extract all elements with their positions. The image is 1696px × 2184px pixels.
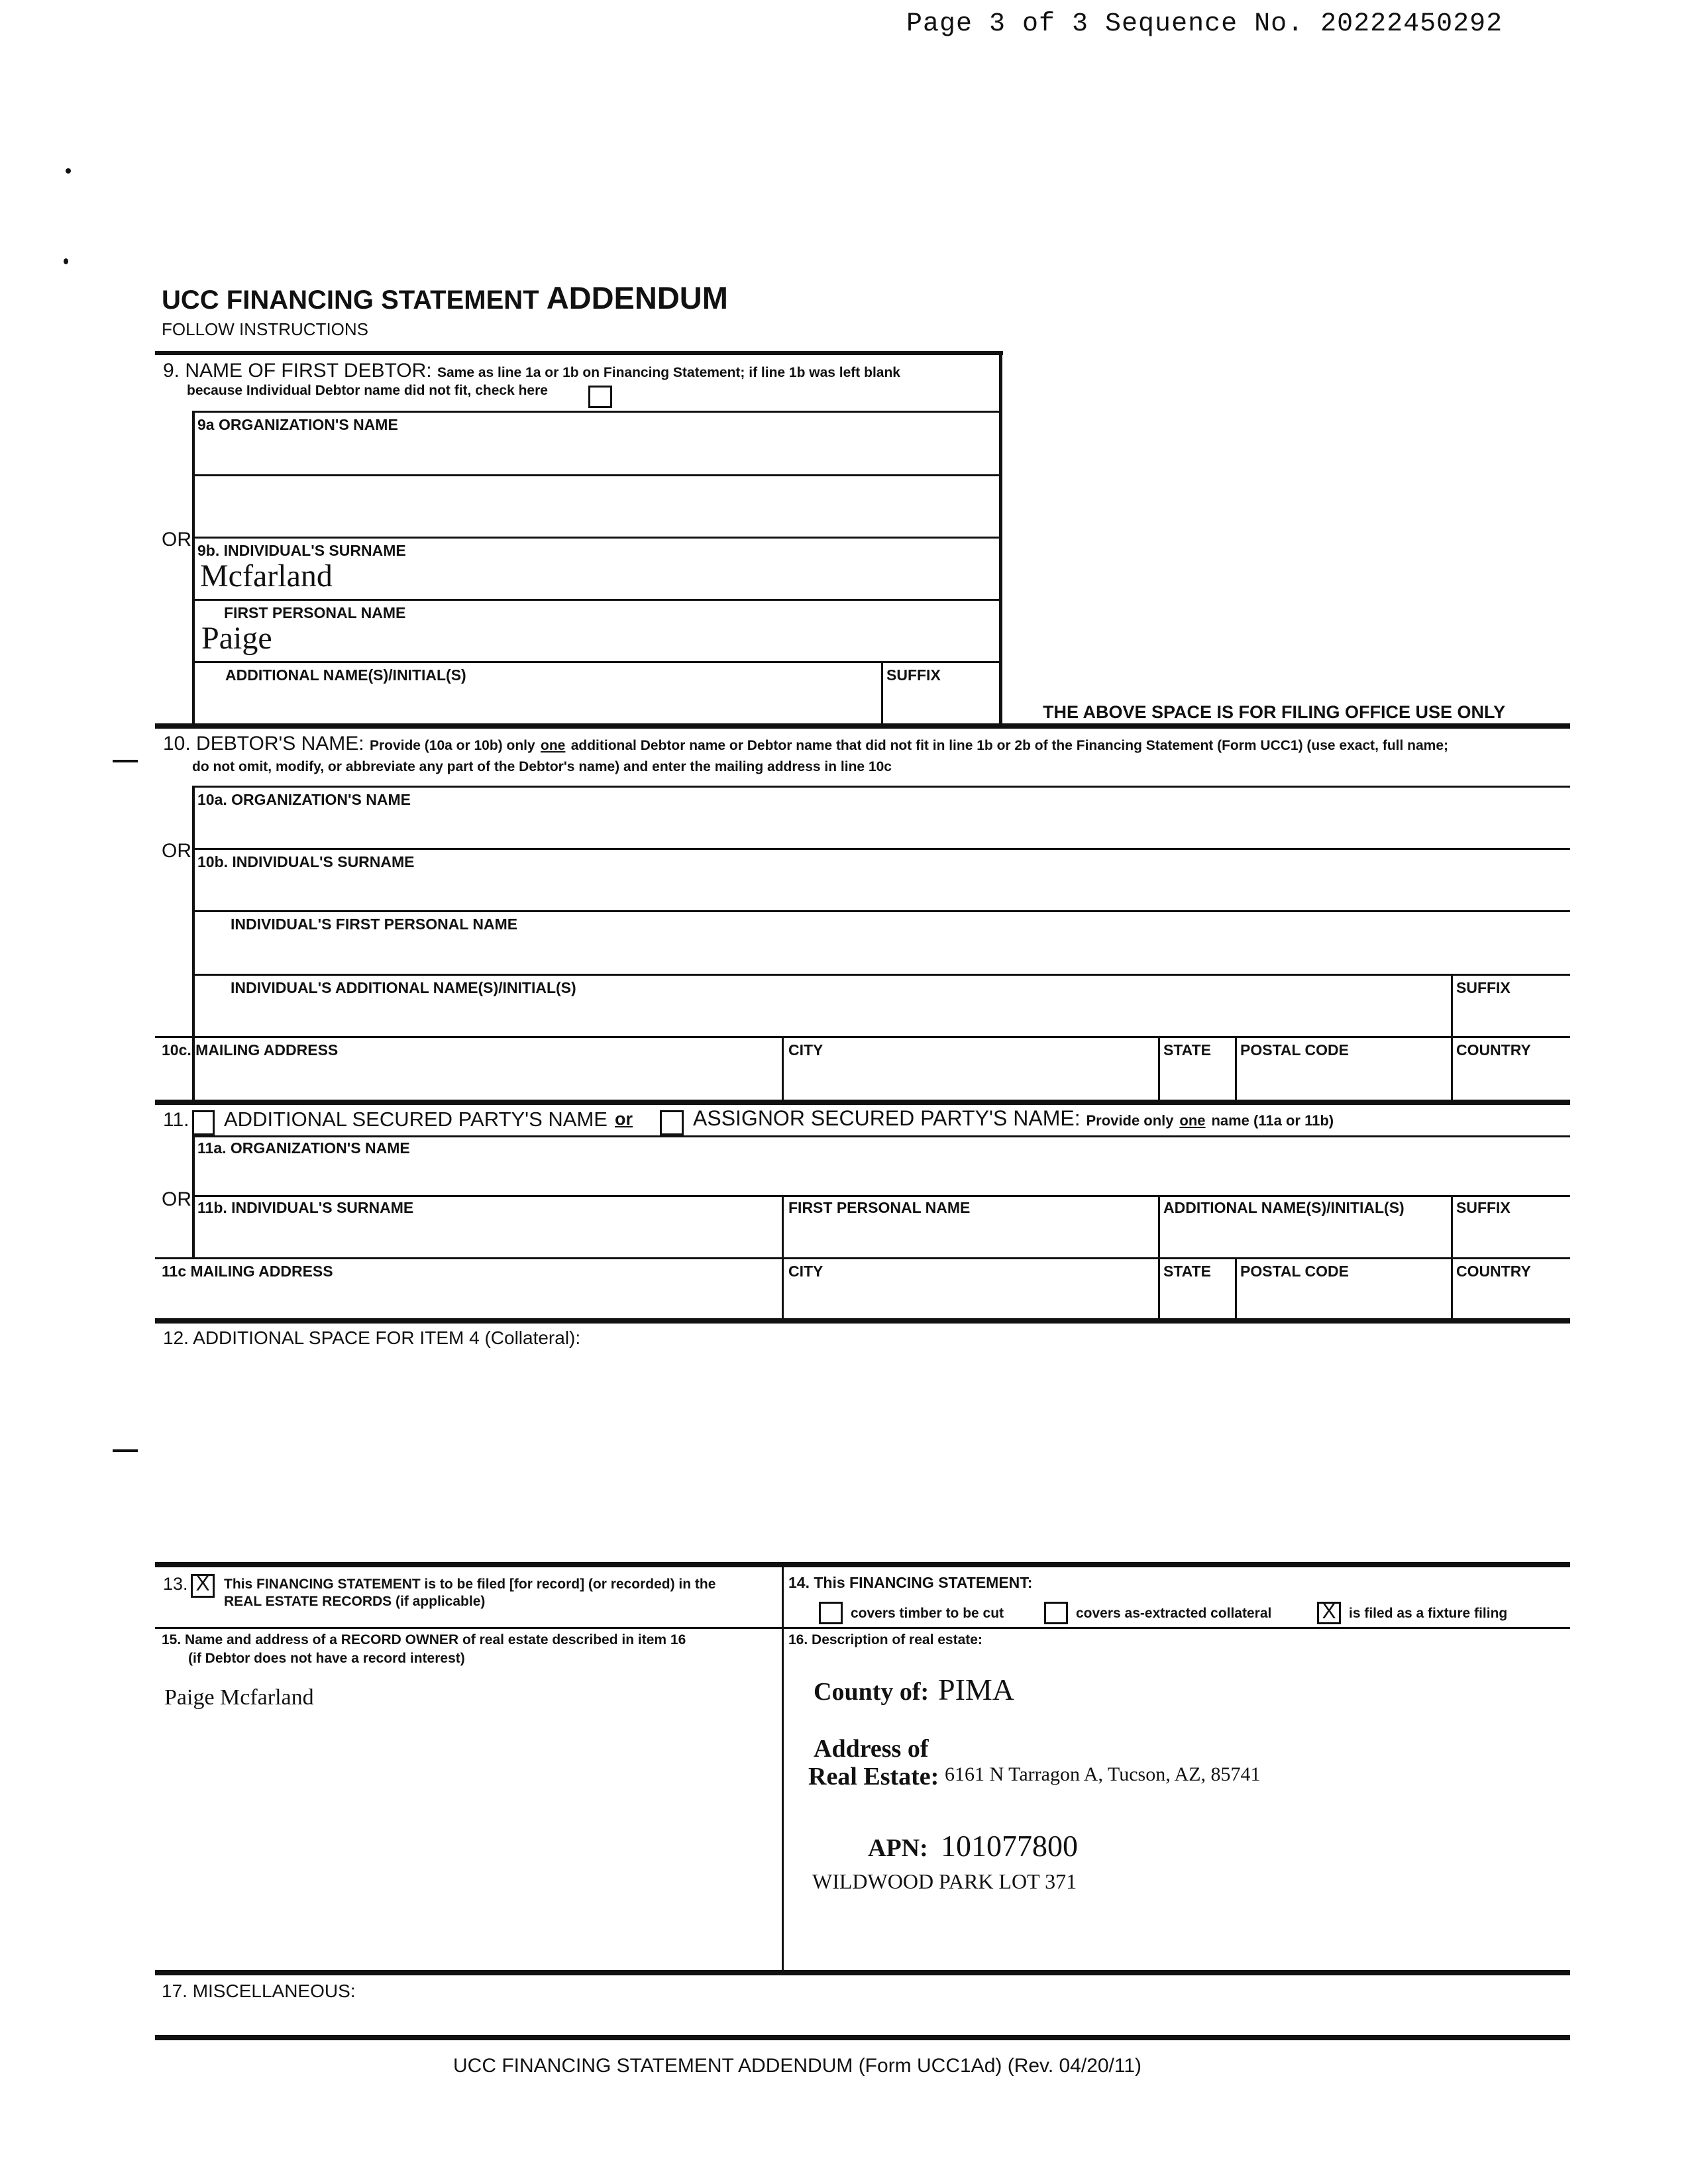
s16-legal: WILDWOOD PARK LOT 371 [812,1869,1077,1893]
s11-num: 11. [163,1109,189,1131]
s14-extracted-checkbox[interactable] [1044,1602,1068,1624]
s9-additional-label: ADDITIONAL NAME(S)/INITIAL(S) [225,666,466,684]
s10-city-label: CITY [788,1041,823,1059]
s11-assignor-label: ASSIGNOR SECURED PARTY'S NAME: Provide only one name (11a or 11b) [693,1106,1334,1130]
s15-label2: (if Debtor does not have a record interest) [188,1651,465,1666]
form-title-addendum: ADDENDUM [546,280,728,315]
s14-fixture-label: is filed as a fixture filing [1349,1606,1508,1621]
s17-label: 17. MISCELLANEOUS: [162,1981,356,2001]
s17-bottom-rule [155,2035,1570,2040]
s13-16-divider [782,1562,784,1973]
s9-heading: 9. NAME OF FIRST DEBTOR: Same as line 1a or 1b on Financing Statement; if line 1b was left blank [163,360,900,382]
page-sequence: Page 3 of 3 Sequence No. 20222450292 [906,9,1503,39]
s11-left-rule [192,1135,195,1259]
s15-label1: 15. Name and address of a RECORD OWNER of real estate described in item 16 [162,1632,686,1647]
s11-additional-label: ADDITIONAL SECURED PARTY'S NAME [224,1108,608,1131]
s13-checkbox[interactable] [191,1574,215,1598]
s10-suffix-label: SUFFIX [1456,979,1510,996]
s15-top-rule [155,1627,1570,1629]
s10-first-label: INDIVIDUAL'S FIRST PERSONAL NAME [231,915,518,933]
s9-rule [192,661,1002,663]
s14-timber-checkbox[interactable] [819,1602,843,1624]
s11-or: OR [162,1188,191,1210]
scan-mark [113,760,138,762]
s10-divider [1235,1036,1237,1104]
s14-label: 14. This FINANCING STATEMENT: [788,1574,1033,1591]
s16-county-value: PIMA [938,1673,1015,1706]
s10-rule [192,910,1570,912]
s11-or-word: or [615,1109,633,1129]
s9-first-value: Paige [201,621,272,656]
s10-rule [192,974,1570,976]
s12-top-rule [155,1318,1570,1324]
s11-postal-label: POSTAL CODE [1240,1263,1349,1280]
s11-divider [1235,1257,1237,1321]
scan-speck [66,168,71,174]
s16-address-label1: Address of [814,1735,929,1763]
s9-suffix-label: SUFFIX [886,666,941,684]
s11-assignor-checkbox[interactable] [660,1110,684,1135]
s16-address-label2: Real Estate: [808,1763,939,1791]
s17-top-rule [155,1970,1570,1975]
s10a-label: 10a. ORGANIZATION'S NAME [197,791,411,808]
s13-num: 13. [163,1574,188,1594]
s11-country-label: COUNTRY [1456,1263,1531,1280]
s11-top-rule [155,1100,1570,1105]
s11-rule [192,1195,1570,1197]
s10-or: OR [162,840,191,862]
s15-value: Paige Mcfarland [164,1685,314,1710]
s10-instr2: do not omit, modify, or abbreviate any part of the Debtor's name) and enter the mailing address in line 10c [192,759,892,774]
s16-apn-label: APN: [868,1834,928,1862]
s16-label: 16. Description of real estate: [788,1632,982,1647]
s10-rule [192,786,1570,788]
s12-label: 12. ADDITIONAL SPACE FOR ITEM 4 (Collateral): [163,1327,581,1348]
s16-county-label: County of: [814,1678,929,1706]
s11c-label: 11c MAILING ADDRESS [162,1263,333,1280]
s11b-label: 11b. INDIVIDUAL'S SURNAME [197,1199,414,1216]
follow-instructions: FOLLOW INSTRUCTIONS [162,319,369,339]
s9-rule [192,411,1002,413]
s9b-value: Mcfarland [200,558,333,594]
s16-apn-value: 101077800 [941,1829,1078,1863]
s11-additional-checkbox[interactable] [192,1110,215,1135]
scan-mark [113,1449,138,1452]
s11a-label: 11a. ORGANIZATION'S NAME [197,1139,410,1157]
s14-extracted-label: covers as-extracted collateral [1076,1606,1272,1621]
s10-rule [155,1036,1570,1038]
s9-left-rule [192,411,195,723]
s9-instr2: because Individual Debtor name did not fit, check here [187,383,548,398]
s9b-label: 9b. INDIVIDUAL'S SURNAME [197,542,406,559]
s9-first-label: FIRST PERSONAL NAME [224,604,406,621]
s10-state-label: STATE [1163,1041,1211,1059]
s16-address-value: 6161 N Tarragon A, Tucson, AZ, 85741 [945,1763,1261,1785]
s11-additional-label-2: ADDITIONAL NAME(S)/INITIAL(S) [1163,1199,1404,1216]
s11-first-label: FIRST PERSONAL NAME [788,1199,971,1216]
s14-fixture-checkbox[interactable] [1317,1602,1341,1624]
s14-timber-label: covers timber to be cut [851,1606,1004,1621]
s10b-label: 10b. INDIVIDUAL'S SURNAME [197,853,415,870]
s9-rule [192,474,1002,476]
s10-divider [1158,1036,1160,1104]
s10-suffix-divider [1451,974,1453,1104]
s10-country-label: COUNTRY [1456,1041,1531,1059]
form-title-main: UCC FINANCING STATEMENT [162,286,539,315]
s13-text1: This FINANCING STATEMENT is to be filed [for record] (or recorded) in the [224,1577,716,1592]
s9-or: OR [162,529,191,550]
s10-additional-label: INDIVIDUAL'S ADDITIONAL NAME(S)/INITIAL(S) [231,979,576,996]
s13-text2: REAL ESTATE RECORDS (if applicable) [224,1594,486,1609]
s13-top-rule [155,1562,1570,1567]
s9-checkbox[interactable] [588,386,612,408]
s11-suffix-label: SUFFIX [1456,1199,1510,1216]
s10c-label: 10c. MAILING ADDRESS [162,1041,339,1059]
s9-suffix-divider [881,661,883,723]
s11-city-label: CITY [788,1263,823,1280]
s9a-label: 9a ORGANIZATION'S NAME [197,416,398,433]
s10-postal-label: POSTAL CODE [1240,1041,1349,1059]
s11-rule [155,1257,1570,1259]
s9-rule [192,537,1002,539]
form-footer: UCC FINANCING STATEMENT ADDENDUM (Form UCC1Ad) (Rev. 04/20/11) [453,2055,1142,2077]
s9-top-rule [155,351,1003,355]
s10-rule [192,848,1570,850]
s11-rule [192,1135,1570,1137]
s10-divider [782,1036,784,1104]
filing-office-note: THE ABOVE SPACE IS FOR FILING OFFICE USE ONLY [1043,702,1506,722]
scan-speck [64,258,68,264]
s11-state-label: STATE [1163,1263,1211,1280]
s9-rule [192,599,1002,601]
s10-heading: 10. DEBTOR'S NAME: Provide (10a or 10b) only one additional Debtor name or Debtor name that did not fit in line 1b or 2b of the Financing Statement (Form UCC1) (use exact, full name; [163,733,1449,754]
s10-top-rule [155,723,1570,729]
form-title [162,280,728,316]
